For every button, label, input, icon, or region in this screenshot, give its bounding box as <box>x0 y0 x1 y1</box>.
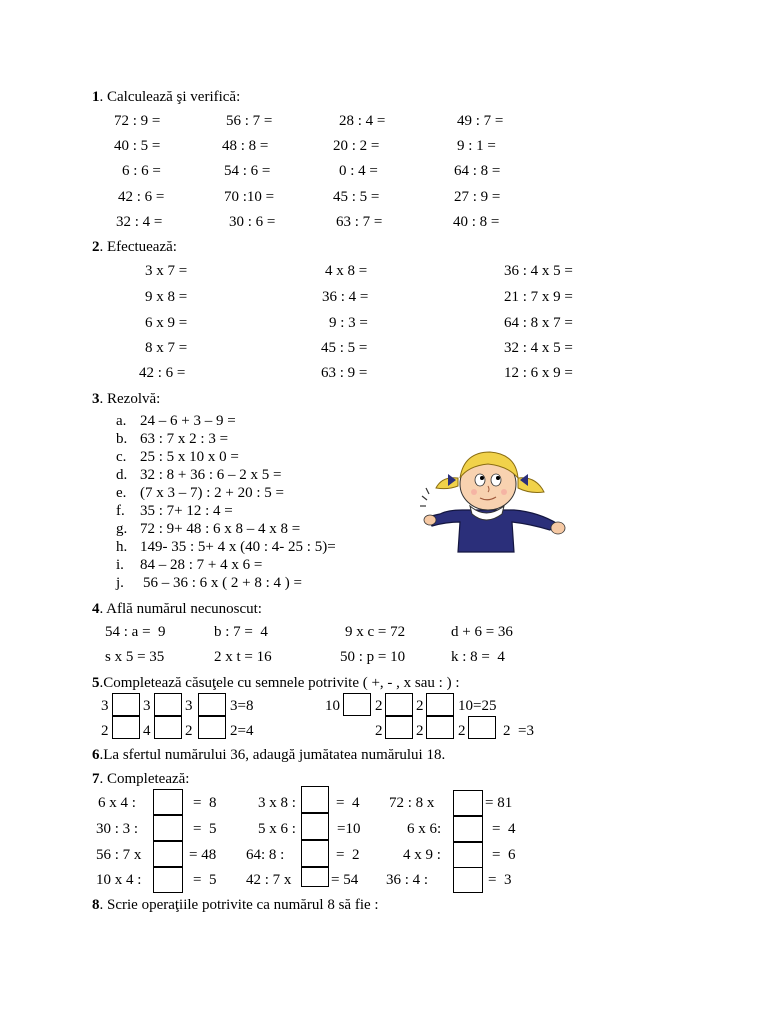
sign-input-box[interactable] <box>468 716 496 739</box>
ex5-number: 2 <box>375 723 383 739</box>
ex3-expr: 32 : 8 + 36 : 6 – 2 x 5 = <box>140 467 282 483</box>
ex2-item: 63 : 9 = <box>321 365 368 381</box>
ex2-item: 45 : 5 = <box>321 340 368 356</box>
answer-input-box[interactable] <box>153 789 183 815</box>
ex4-item: b : 7 = 4 <box>214 624 268 640</box>
ex1-item: 20 : 2 = <box>333 138 380 154</box>
ex3-heading: 3. Rezolvă: <box>92 391 161 407</box>
ex4-heading: 4. Află numărul necunoscut: <box>92 601 262 617</box>
answer-input-box[interactable] <box>301 840 329 867</box>
answer-input-box[interactable] <box>453 816 483 842</box>
answer-input-box[interactable] <box>301 813 329 840</box>
ex5-result: 2=4 <box>230 723 254 739</box>
ex5-result: 3=8 <box>230 698 254 714</box>
ex2-heading: 2. Efectuează: <box>92 239 177 255</box>
ex5-number: 2 <box>416 698 424 714</box>
ex7-prefix: 64: 8 : <box>246 847 285 863</box>
ex1-item: 6 : 6 = <box>122 163 161 179</box>
ex2-item: 12 : 6 x 9 = <box>504 365 573 381</box>
ex3-letter: h. <box>116 539 128 555</box>
ex7-suffix: = 8 <box>193 795 217 811</box>
answer-input-box[interactable] <box>453 842 483 868</box>
ex7-prefix: 72 : 8 x <box>389 795 435 811</box>
ex4-item: 50 : p = 10 <box>340 649 406 665</box>
ex5-number: 2 <box>185 723 193 739</box>
ex3-expr: 149- 35 : 5+ 4 x (40 : 4- 25 : 5)= <box>140 539 336 555</box>
sign-input-box[interactable] <box>198 693 226 716</box>
ex7-suffix: = 4 <box>492 821 516 837</box>
ex7-suffix: = 2 <box>336 847 360 863</box>
ex1-item: 64 : 8 = <box>454 163 501 179</box>
ex7-prefix: 6 x 6: <box>407 821 442 837</box>
ex4-item: 2 x t = 16 <box>214 649 272 665</box>
ex5-number: 2 <box>458 723 466 739</box>
ex5-number: 3 <box>185 698 193 714</box>
ex3-expr: 56 – 36 : 6 x ( 2 + 8 : 4 ) = <box>143 575 302 591</box>
ex1-item: 9 : 1 = <box>457 138 496 154</box>
ex5-number: 2 <box>101 723 109 739</box>
ex2-item: 32 : 4 x 5 = <box>504 340 573 356</box>
ex1-item: 49 : 7 = <box>457 113 504 129</box>
ex2-item: 8 x 7 = <box>145 340 188 356</box>
ex1-item: 70 :10 = <box>224 189 275 205</box>
ex2-item: 36 : 4 = <box>322 289 369 305</box>
ex7-suffix: = 54 <box>331 872 359 888</box>
ex4-item: s x 5 = 35 <box>105 649 165 665</box>
ex7-suffix: = 5 <box>193 872 217 888</box>
ex7-prefix: 10 x 4 : <box>96 872 142 888</box>
answer-input-box[interactable] <box>301 786 329 813</box>
ex2-item: 4 x 8 = <box>325 263 368 279</box>
ex7-prefix: 56 : 7 x <box>96 847 142 863</box>
ex7-prefix: 42 : 7 x <box>246 872 292 888</box>
ex3-letter: e. <box>116 485 127 501</box>
ex1-item: 45 : 5 = <box>333 189 380 205</box>
sign-input-box[interactable] <box>426 693 454 716</box>
ex5-number: 2 <box>416 723 424 739</box>
ex3-expr: 84 – 28 : 7 + 4 x 6 = <box>140 557 263 573</box>
ex5-result: 2 =3 <box>503 723 534 739</box>
ex4-item: 9 x c = 72 <box>345 624 406 640</box>
answer-input-box[interactable] <box>153 841 183 867</box>
ex1-item: 28 : 4 = <box>339 113 386 129</box>
ex3-letter: g. <box>116 521 128 537</box>
ex1-item: 56 : 7 = <box>226 113 273 129</box>
sign-input-box[interactable] <box>112 693 140 716</box>
ex7-suffix: = 48 <box>189 847 217 863</box>
answer-input-box[interactable] <box>153 815 183 841</box>
answer-input-box[interactable] <box>153 867 183 893</box>
ex1-item: 27 : 9 = <box>454 189 501 205</box>
ex3-letter: i. <box>116 557 124 573</box>
ex7-suffix: = 81 <box>485 795 513 811</box>
ex5-number: 3 <box>143 698 151 714</box>
sign-input-box[interactable] <box>154 693 182 716</box>
ex1-item: 0 : 4 = <box>339 163 378 179</box>
ex3-expr: 25 : 5 x 10 x 0 = <box>140 449 239 465</box>
ex3-letter: d. <box>116 467 128 483</box>
ex7-prefix: 6 x 4 : <box>98 795 136 811</box>
ex7-prefix: 36 : 4 : <box>386 872 429 888</box>
ex1-item: 40 : 8 = <box>453 214 500 230</box>
ex2-item: 9 : 3 = <box>329 315 368 331</box>
ex7-suffix: = 6 <box>492 847 516 863</box>
ex1-heading: 1. Calculează şi verifică: <box>92 89 241 105</box>
ex1-item: 32 : 4 = <box>116 214 163 230</box>
ex3-expr: 63 : 7 x 2 : 3 = <box>140 431 229 447</box>
ex7-prefix: 30 : 3 : <box>96 821 139 837</box>
ex2-item: 36 : 4 x 5 = <box>504 263 573 279</box>
ex7-suffix: = 4 <box>336 795 360 811</box>
answer-input-box[interactable] <box>453 790 483 816</box>
ex3-letter: j. <box>116 575 124 591</box>
ex4-item: k : 8 = 4 <box>451 649 505 665</box>
answer-input-box[interactable] <box>301 867 329 887</box>
ex1-item: 48 : 8 = <box>222 138 269 154</box>
sign-input-box[interactable] <box>112 716 140 739</box>
ex5-number: 4 <box>143 723 151 739</box>
ex3-expr: 72 : 9+ 48 : 6 x 8 – 4 x 8 = <box>140 521 301 537</box>
ex5-number: 2 <box>375 698 383 714</box>
ex1-item: 72 : 9 = <box>114 113 161 129</box>
ex2-item: 21 : 7 x 9 = <box>504 289 573 305</box>
ex3-expr: (7 x 3 – 7) : 2 + 20 : 5 = <box>140 485 284 501</box>
sign-input-box[interactable] <box>426 716 454 739</box>
ex1-item: 30 : 6 = <box>229 214 276 230</box>
sign-input-box[interactable] <box>154 716 182 739</box>
ex3-letter: f. <box>116 503 125 519</box>
ex7-suffix: = 5 <box>193 821 217 837</box>
ex7-prefix: 4 x 9 : <box>403 847 441 863</box>
ex5-result: 10=25 <box>458 698 497 714</box>
ex1-item: 63 : 7 = <box>336 214 383 230</box>
ex5-number: 3 <box>101 698 109 714</box>
ex1-item: 54 : 6 = <box>224 163 271 179</box>
ex7-suffix: =10 <box>337 821 361 837</box>
ex3-letter: b. <box>116 431 128 447</box>
sign-input-box[interactable] <box>343 693 371 716</box>
ex2-item: 3 x 7 = <box>145 263 188 279</box>
sign-input-box[interactable] <box>198 716 226 739</box>
answer-input-box[interactable] <box>453 867 483 893</box>
ex5-heading: 5.Completează căsuţele cu semnele potrivite ( +, - , x sau : ) : <box>92 675 460 691</box>
ex2-item: 9 x 8 = <box>145 289 188 305</box>
ex8-heading: 8. Scrie operaţiile potrivite ca numărul 8 să fie : <box>92 897 379 913</box>
ex4-item: 54 : a = 9 <box>105 624 166 640</box>
ex7-suffix: = 3 <box>488 872 512 888</box>
sign-input-box[interactable] <box>385 693 413 716</box>
ex2-item: 6 x 9 = <box>145 315 188 331</box>
ex5-number: 10 <box>325 698 340 714</box>
ex7-prefix: 3 x 8 : <box>258 795 296 811</box>
ex7-heading: 7. Completează: <box>92 771 190 787</box>
ex2-item: 64 : 8 x 7 = <box>504 315 573 331</box>
ex4-item: d + 6 = 36 <box>451 624 513 640</box>
ex3-letter: c. <box>116 449 127 465</box>
girl-cartoon-illustration <box>418 448 570 556</box>
ex3-expr: 24 – 6 + 3 – 9 = <box>140 413 236 429</box>
ex3-expr: 35 : 7+ 12 : 4 = <box>140 503 233 519</box>
ex6-heading: 6.La sfertul numărului 36, adaugă jumătatea numărului 18. <box>92 747 446 763</box>
ex1-item: 40 : 5 = <box>114 138 161 154</box>
ex7-prefix: 5 x 6 : <box>258 821 296 837</box>
ex2-item: 42 : 6 = <box>139 365 186 381</box>
sign-input-box[interactable] <box>385 716 413 739</box>
ex1-item: 42 : 6 = <box>118 189 165 205</box>
ex3-letter: a. <box>116 413 127 429</box>
